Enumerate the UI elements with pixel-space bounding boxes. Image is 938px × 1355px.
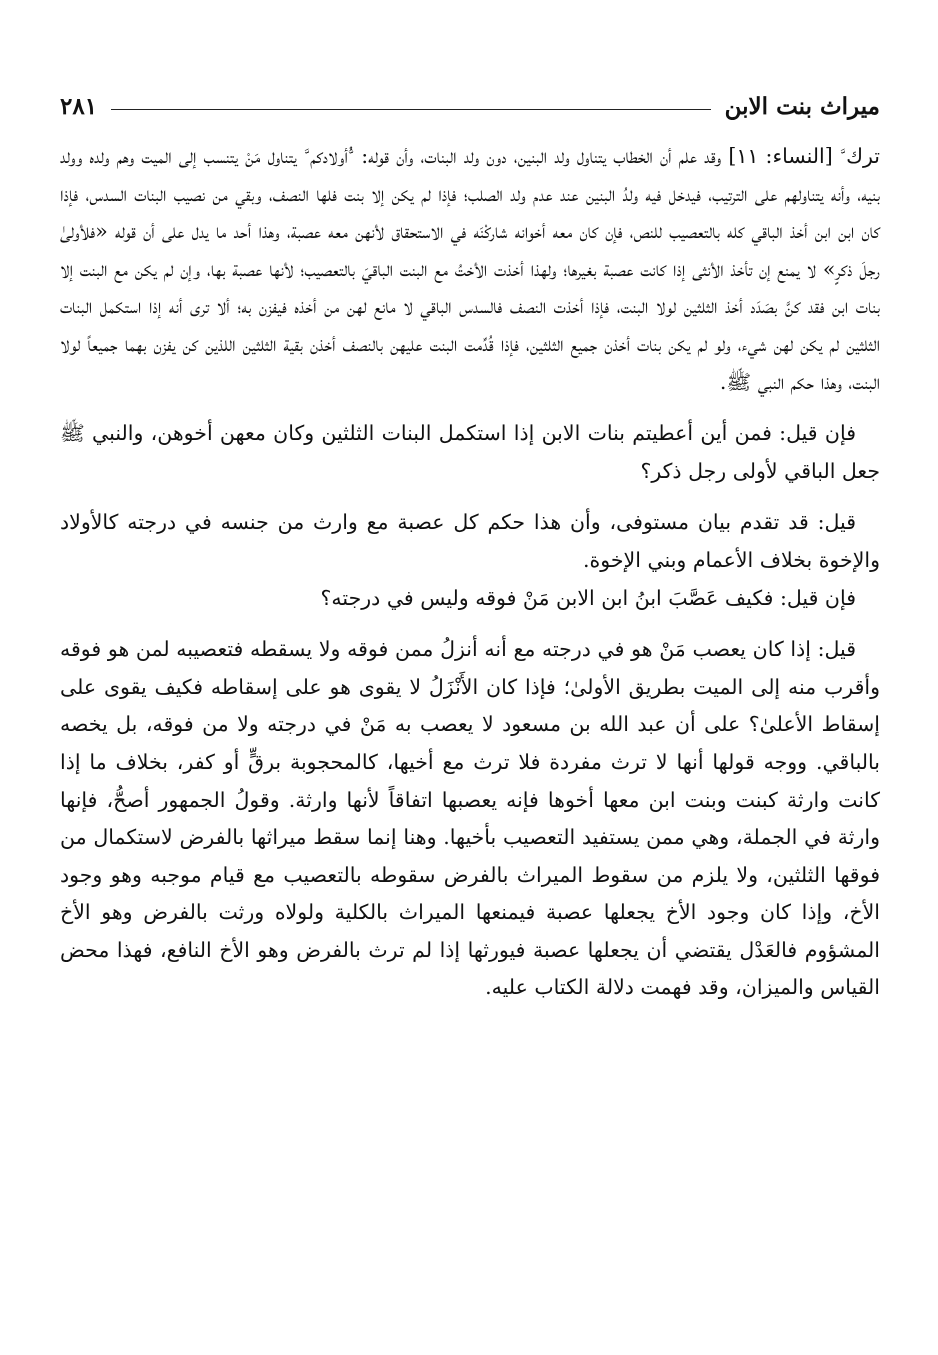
book-page bbox=[60, 0, 880, 1355]
paragraph-gap bbox=[60, 490, 880, 504]
paragraph-gap bbox=[60, 401, 880, 415]
chapter-title: ميراث بنت الابن bbox=[724, 92, 880, 120]
paragraph-3: قيل: قد تقدم بيان مستوفى، وأن هذا حكم كل عصبة مع وارث من جنسه في درجته كالأولاد والإخوة بخلاف الأعمام وبني الإخوة. bbox=[60, 510, 880, 572]
running-header bbox=[60, 86, 880, 126]
paragraph-1: تركﱠ [النساء: ١١] وقد علم أن الخطاب يتناول ولد البنين، دون ولد البنات، وأن قوله: ﱡأولادكمﱠ يتناول مَنْ يتنسب إلى الميت وهم ولده وولد بنيه، وأنه يتناولهم على الترتيب، فيدخل فيه ولدُ البنين عند عدم ولد الصلب؛ فإذا لم يكن إلا بنت فلها النصف، وبقي من نصيب البنات السدس، فإذا كان ابن ابن أخذ الباقي كله بالتعصيب للنص، فإن كان معه أخوانه شاركْنَه في الاستحقاق لأنهن معه عصبة، وهذا أحد ما يدل على أن قوله «فلأولىٰ رجلَ ذكرٍ» لا يمنع إن تأخذ الأنثى إذا كانت عصبة بغيرها؛ ولهذا أخذت الأختُ مع البنت الباقيَ بالتعصيب؛ لأنها عصبة بها، وإن لم يكن مع البنت إلا بنات ابن فقد كنَّ بصَدَد أخذ الثلثين لولا البنت، فإذا أخذت النصف فالسدس الباقي لا مانع لهن من أخذه فيفزن به؛ ألا ترى أنه إذا استكمل البنات الثلثين لم يكن لهن شيء، ولو لم يكن بنات أخذن جميع الثلثين، فإذا قُدِّمت البنت عليهن بالنصف أخذن بقية الثلثين اللذين كن يفزن بهما جميعاً لولا البنت، وهذا حكم النبي ﷺ. bbox=[60, 144, 880, 394]
paragraph-2: فإن قيل: فمن أين أعطيتم بنات الابن إذا استكمل البنات الثلثين وكان معهن أخوهن، والنبي ﷺ جعل الباقي لأولى رجل ذكر؟ bbox=[60, 421, 880, 483]
page-number: ٢٨١ bbox=[60, 92, 98, 120]
paragraph-5: قيل: إذا كان يعصب مَنْ هو في درجته مع أنه أنزلُ ممن فوقه ولا يسقطه فتعصيبه لمن هو فوقه وأقرب منه إلى الميت بطريق الأولىٰ؛ فإذا كان الأَنْزَلُ لا يقوى هو على إسقاطه فكيف يقوى على إسقاط الأعلىٰ؟ على أن عبد الله بن مسعود لا يعصب به مَنْ في درجته ولا من فوقه، بل يخصه بالباقي. ووجه قولها أنها لا ترث مفردة فلا ترث مع أخيها، كالمحجوبة برقٍّ أو كفر، بخلاف ما إذا كانت وارثة كبنت وبنت ابن معها أخوها فإنه يعصبها اتفاقاً لأنها وارثة. وقولُ الجمهور أصحُّ، فإنها وارثة في الجملة، وهي ممن يستفيد التعصيب بأخيها. وهنا إنما سقط ميراثها بالفرض لاستكمال من فوقها الثلثين، ولا يلزم من سقوط الميراث بالفرض سقوطه بالتعصيب مع قيام موجبه وهو وجود الأخ، وإذا كان وجود الأخ يجعلها عصبة فيمنعها الميراث بالكلية ولولاه ورثت بالفرض وهو الأخ المشؤوم فالعَدْل يقتضي أن يجعلها عصبة فيورثها إذا لم ترث بالفرض وهو الأخ النافع، فهذا محض القياس والميزان، وقد فهمت دلالة الكتاب عليه. bbox=[60, 637, 880, 1000]
body-text bbox=[60, 138, 880, 1007]
paragraph-gap bbox=[60, 617, 880, 631]
paragraph-4: فإن قيل: فكيف عَصَّبَ ابنُ ابن الابن مَنْ فوقه وليس في درجته؟ bbox=[320, 585, 856, 610]
header-rule bbox=[111, 109, 711, 110]
